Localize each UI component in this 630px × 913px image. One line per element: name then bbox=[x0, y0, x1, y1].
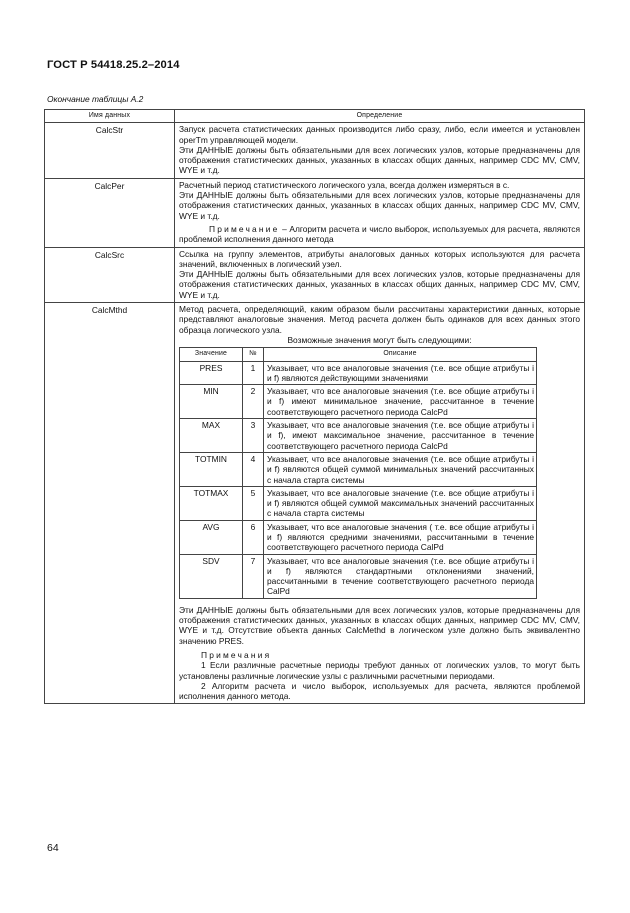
values-column-number: № bbox=[243, 348, 264, 361]
row-name: CalcStr bbox=[45, 123, 175, 178]
table-row-calcstr bbox=[45, 123, 585, 178]
values-row bbox=[180, 385, 537, 419]
value-code: TOTMIN bbox=[180, 452, 243, 486]
value-code: AVG bbox=[180, 520, 243, 554]
value-number: 2 bbox=[243, 385, 264, 419]
definition-paragraph: Эти ДАННЫЕ должны быть обязательными для всех логических узлов, которые предназначены для отображения статистических данных, указанных в классах общих данных, например CDC MV, CMV, WYE и т.д. bbox=[179, 190, 580, 221]
table-row-calcmthd bbox=[45, 303, 585, 704]
row-definition bbox=[175, 303, 585, 704]
value-number: 6 bbox=[243, 520, 264, 554]
definition-paragraph: Ссылка на группу элементов, атрибуты аналоговых данных которых используются для расчета значений, включенных в логический узел. bbox=[179, 248, 580, 269]
values-row bbox=[180, 452, 537, 486]
note-paragraph bbox=[179, 224, 580, 245]
row-name: CalcPer bbox=[45, 178, 175, 247]
definition-paragraph: Запуск расчета статистических данных производится либо сразу, либо, если имеется и установлен operTm управляющей модели. bbox=[179, 124, 580, 145]
row-definition bbox=[175, 247, 585, 302]
values-row bbox=[180, 554, 537, 598]
table-caption: Окончание таблицы А.2 bbox=[47, 94, 144, 104]
note-label: Примечание bbox=[209, 223, 280, 234]
values-row bbox=[180, 520, 537, 554]
table-row-calcper bbox=[45, 178, 585, 247]
document-title: ГОСТ Р 54418.25.2–2014 bbox=[47, 59, 180, 71]
note-item: 2 Алгоритм расчета и число выборок, используемых для расчета, являются проблемой исполнения данного метода. bbox=[179, 680, 580, 702]
value-code: SDV bbox=[180, 554, 243, 598]
table-row-calcsrc bbox=[45, 247, 585, 302]
table-header-row bbox=[45, 110, 585, 123]
values-row bbox=[180, 361, 537, 385]
value-description: Указывает, что все аналоговые значения ( т.е. все общие атрибуты i и f) являются средними значениями, рассчитанными в течение соответствующего расчетного периода CalPd bbox=[264, 520, 537, 554]
row-name: CalcMthd bbox=[45, 303, 175, 704]
values-header-row bbox=[180, 348, 537, 361]
value-number: 1 bbox=[243, 361, 264, 385]
value-code: PRES bbox=[180, 361, 243, 385]
row-name: CalcSrc bbox=[45, 247, 175, 302]
page-number: 64 bbox=[47, 842, 59, 854]
value-description: Указывает, что все аналоговые значения (т.е. все общие атрибуты i и f) являются общей суммой минимальных значений рассчитанных с начала старта системы bbox=[264, 452, 537, 486]
definition-paragraph: Расчетный период статистического логического узла, всегда должен измеряться в с. bbox=[179, 179, 510, 190]
row-definition bbox=[175, 178, 585, 247]
values-row bbox=[180, 419, 537, 453]
definitions-table bbox=[44, 109, 585, 704]
value-description: Указывает, что все аналоговые значения (т.е. все общие атрибуты i и f) являются стандартными отклонениями значений, рассчитанными в течение соответствующего расчетного периода CalPd bbox=[264, 554, 537, 598]
row-definition bbox=[175, 123, 585, 178]
column-header-name: Имя данных bbox=[45, 110, 175, 123]
values-row bbox=[180, 486, 537, 520]
values-caption: Возможные значения могут быть следующими: bbox=[287, 334, 472, 345]
value-code: MIN bbox=[180, 385, 243, 419]
definition-paragraph: Эти ДАННЫЕ должны быть обязательными для всех логических узлов, которые предназначены для отображения статистических данных, указанных в классах общих данных, например CDC MV, CMV, WYE и т.д. bbox=[179, 144, 580, 176]
note-item: 1 Если различные расчетные периоды требуют данных от логических узлов, то могут быть установлены различные логические узлы с различными расчетными периодами. bbox=[179, 660, 580, 681]
definition-paragraph: Эти ДАННЫЕ должны быть обязательными для всех логических узлов, которые предназначены для отображения статистических данных, указанных в классах общих данных, например CDC MV, CMV, WYE и т.д. Отсутствие объекта данных CalcMethd в логическом узле должно быть эквивалентно значению PRES. bbox=[179, 604, 580, 646]
definition-paragraph: Метод расчета, определяющий, каким образом были рассчитаны характеристики данных, которые представляют аналоговые значения. Метод расчета должен быть одинаков для всех данных этого образца логического узла. bbox=[179, 304, 580, 335]
value-number: 5 bbox=[243, 486, 264, 520]
values-column-description: Описание bbox=[264, 348, 537, 361]
value-description: Указывает, что все аналоговые значения (т.е. все общие атрибуты i и f) имеют минимальное значение, рассчитанное в течение соответствующего расчетного периода CalcPd bbox=[264, 385, 537, 419]
value-description: Указывает, что все аналоговые значения (т.е. все общие атрибуты i и f), имеют максимальное значение, рассчитанное в течение соответствующего расчетного периода CalcPd bbox=[264, 419, 537, 453]
value-number: 3 bbox=[243, 419, 264, 453]
value-description: Указывает, что все аналоговые значение (т.е. все общие атрибуты i и f) являются общей суммой максимальных значений рассчитанных с начала старта системы bbox=[264, 486, 537, 520]
values-column-code: Значение bbox=[180, 348, 243, 361]
notes-header: Примечания bbox=[201, 649, 272, 660]
definition-paragraph: Эти ДАННЫЕ должны быть обязательными для всех логических узлов, которые предназначены для отображения статистических данных, указанных в классах общих данных, например CDC MV, CMV, WYE и т.д. bbox=[179, 269, 580, 300]
column-header-definition: Определение bbox=[175, 110, 585, 123]
value-code: TOTMAX bbox=[180, 486, 243, 520]
note-text: – Алгоритм расчета и число выборок, используемых для расчета, являются проблемой исполнения данного метода bbox=[179, 223, 580, 245]
value-code: MAX bbox=[180, 419, 243, 453]
possible-values-table bbox=[179, 347, 537, 599]
value-number: 7 bbox=[243, 554, 264, 598]
value-number: 4 bbox=[243, 452, 264, 486]
value-description: Указывает, что все аналоговые значения (т.е. все общие атрибуты i и f) являются действующими значениями bbox=[264, 361, 537, 385]
